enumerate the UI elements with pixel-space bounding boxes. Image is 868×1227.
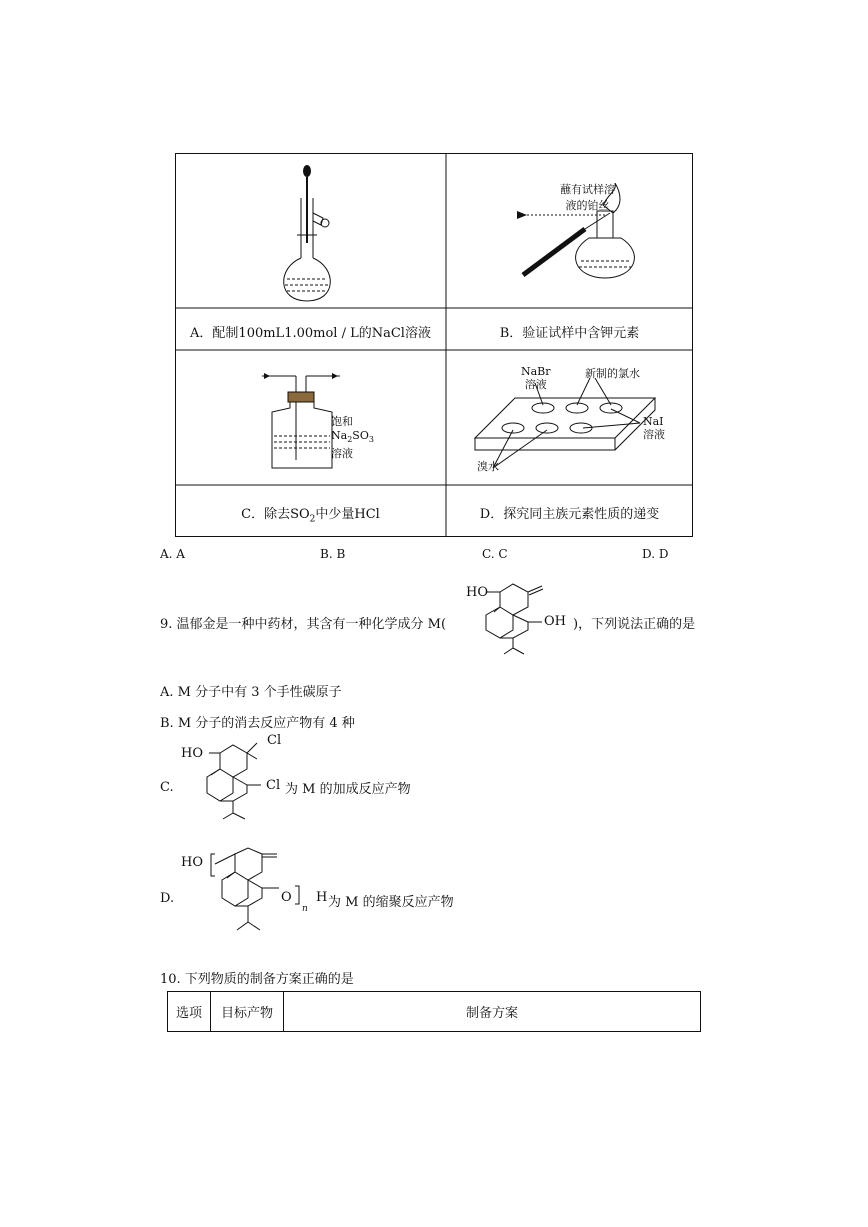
d-o-label: O xyxy=(281,890,292,905)
caption-b: B．验证试样中含钾元素 xyxy=(499,326,640,341)
d-n-label: n xyxy=(302,904,308,914)
d-ho-label: HO xyxy=(181,855,203,870)
header-prep-plan: 制备方案 xyxy=(284,992,701,1032)
q9-option-d-label: D. xyxy=(160,891,175,906)
d-h-label: H xyxy=(316,890,328,905)
volumetric-flask-icon xyxy=(275,163,345,303)
caption-c: C．除去$SO_2$中少量HCl xyxy=(241,507,380,525)
structure-d-icon xyxy=(205,842,328,952)
q8-option-a: A. A xyxy=(160,547,185,561)
q8-option-c: C. C xyxy=(482,547,508,561)
q10-stem: 10. 下列物质的制备方案正确的是 xyxy=(160,972,354,987)
c-cl1-label: Cl xyxy=(267,733,282,748)
q9-option-d-text: 为 M 的缩聚反应产物 xyxy=(328,895,454,910)
q9-option-c-label: C. xyxy=(160,780,174,795)
apparatus-grid xyxy=(175,153,693,537)
caption-d: D．探究同主族元素性质的递变 xyxy=(479,507,660,522)
q8-option-d: D. D xyxy=(642,547,669,561)
nabr-label: NaBr 溶液 xyxy=(521,365,551,391)
m-oh-label: OH xyxy=(544,614,566,629)
q9-option-a: A. M 分子中有 3 个手性碳原子 xyxy=(160,685,342,700)
q9-option-c-text: 为 M 的加成反应产物 xyxy=(285,782,411,797)
table-header-row xyxy=(168,992,701,1032)
q9-stem-pre: 9. 温郁金是一种中药材，其含有一种化学成分 M( xyxy=(160,617,447,632)
c-cl2-label: Cl xyxy=(266,778,281,793)
bottle-label: 饱和 $Na_2SO_3$ 溶液 xyxy=(331,415,374,461)
header-target-product: 目标产物 xyxy=(211,992,284,1032)
caption-a: A．配制100mL1.00mol / L的NaCl溶液 xyxy=(190,326,431,341)
q9-option-b: B. M 分子的消去反应产物有 4 种 xyxy=(160,716,355,731)
q8-option-b: B. B xyxy=(320,547,346,561)
m-ho-label: HO xyxy=(466,585,488,600)
q9-stem-post: )，下列说法正确的是 xyxy=(573,617,696,632)
header-option: 选项 xyxy=(168,992,211,1032)
c-ho-label: HO xyxy=(181,746,203,761)
chlorine-water-label: 新制的氯水 xyxy=(585,367,640,380)
bromine-water-label: 溴水 xyxy=(477,460,499,473)
q10-table xyxy=(167,991,701,1032)
nai-label: NaI 溶液 xyxy=(643,415,665,441)
flame-label: 蘸有试样溶 液的铂丝 xyxy=(560,183,615,212)
